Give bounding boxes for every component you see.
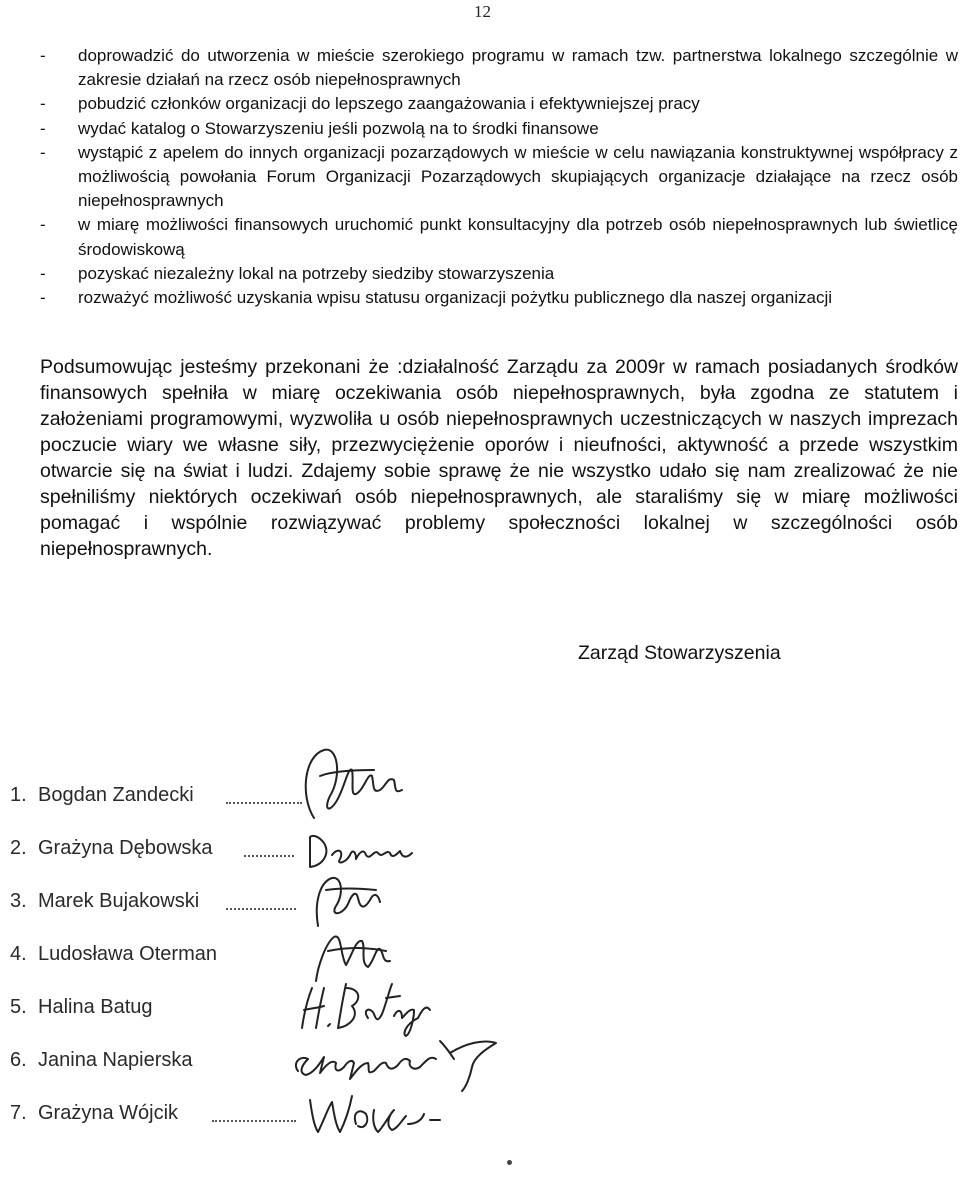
- signatory-name-text: Ludosława Oterman: [38, 943, 217, 965]
- signatory-number: 3.: [10, 890, 27, 912]
- list-dash: -: [40, 263, 46, 283]
- list-item-text: rozważyć możliwość uzyskania wpisu statusu organizacji pożytku publicznego dla naszej organizacji: [78, 288, 833, 308]
- list-item: [40, 286, 958, 310]
- list-item: [40, 262, 958, 286]
- list-item-text: wydać katalog o Stowarzyszeniu jeśli pozwolą na to środki finansowe: [78, 118, 599, 138]
- signatory-row: [0, 1094, 960, 1144]
- signatory-name: [10, 784, 194, 807]
- list-item: [40, 141, 958, 214]
- recommendations-list: [40, 44, 958, 310]
- dotted-line: [244, 855, 294, 857]
- list-dash: -: [40, 46, 46, 65]
- signatory-name-text: Grażyna Wójcik: [38, 1102, 179, 1124]
- signatory-number: 4.: [10, 943, 27, 965]
- list-item: [40, 213, 958, 261]
- list-item: [40, 92, 958, 116]
- list-item-text: w miarę możliwości finansowych uruchomić punkt konsultacyjny dla potrzeb osób niepełnosprawnych lub świetlicę środowiskową: [78, 215, 958, 259]
- list-item-text: pozyskać niezależny lokal na potrzeby siedziby stowarzyszenia: [78, 263, 555, 283]
- signatory-name: [10, 943, 217, 966]
- signatory-name: [10, 996, 153, 1019]
- signatory-name-text: Halina Batug: [38, 996, 153, 1018]
- signatory-name: [10, 837, 213, 860]
- signatory-name: [10, 1049, 193, 1072]
- list-item: [40, 117, 958, 141]
- signatory-number: 6.: [10, 1049, 27, 1071]
- page-number: 12: [474, 2, 491, 21]
- summary-paragraph: Podsumowując jesteśmy przekonani że :działalność Zarządu za 2009r w ramach posiadanych środków finansowych spełniła w miarę oczekiwania osób niepełnosprawnych, była zgodna ze statutem i założeniami programowymi, wyzwoliła u osób niepełnosprawnych uczestniczących w naszych imprezach poczucie wiary we własne siły, przezwyciężenie oporów i nieufności, aktywność a przede wszystkim otwarcie się na świat i ludzi. Zdajemy sobie sprawę że nie wszystko udało się nam zrealizować że nie spełniliśmy niektórych oczekiwań osób niepełnosprawnych, ale staraliśmy się w miarę możliwości pomagać i wspólnie rozwiązywać problemy społeczności lokalnej w szczególności osób niepełnosprawnych.: [40, 356, 958, 560]
- list-dash: -: [40, 142, 46, 162]
- list-dash: -: [40, 215, 46, 235]
- signatory-name-text: Janina Napierska: [38, 1049, 193, 1071]
- scan-speck: [507, 1160, 512, 1165]
- signatory-name-text: Grażyna Dębowska: [38, 837, 213, 859]
- list-item: [40, 44, 958, 92]
- list-item-text: pobudzić członków organizacji do lepszego zaangażowania i efektywniejszej pracy: [78, 94, 700, 114]
- signatory-name: [10, 1102, 178, 1125]
- signatories-list: [0, 776, 960, 1146]
- list-item-text: wystąpić z apelem do innych organizacji pozarządowych w mieście w celu nawiązania konstruktywnej współpracy z możliwością powołania Forum Organizacji Pozarządowych skupiających organizacje działające na rzecz osób niepełnosprawnych: [78, 142, 958, 211]
- dotted-line: [212, 1120, 296, 1122]
- signatory-number: 2.: [10, 837, 27, 859]
- signatory-number: 7.: [10, 1102, 27, 1124]
- signatory-number: 1.: [10, 784, 27, 806]
- signatory-number: 5.: [10, 996, 27, 1018]
- list-item-text: doprowadzić do utworzenia w mieście szerokiego programu w ramach tzw. partnerstwa lokalnego szczególnie w zakresie działań na rzecz osób niepełnosprawnych: [78, 46, 958, 90]
- signatory-name: [10, 890, 199, 913]
- list-dash: -: [40, 94, 46, 114]
- board-signature-heading: Zarząd Stowarzyszenia: [578, 642, 781, 664]
- handwritten-signature: [290, 1054, 510, 1144]
- signatory-name-text: Marek Bujakowski: [38, 890, 200, 912]
- signatory-name-text: Bogdan Zandecki: [38, 784, 194, 806]
- list-dash: -: [40, 288, 46, 308]
- list-dash: -: [40, 118, 46, 138]
- dotted-line: [226, 908, 296, 910]
